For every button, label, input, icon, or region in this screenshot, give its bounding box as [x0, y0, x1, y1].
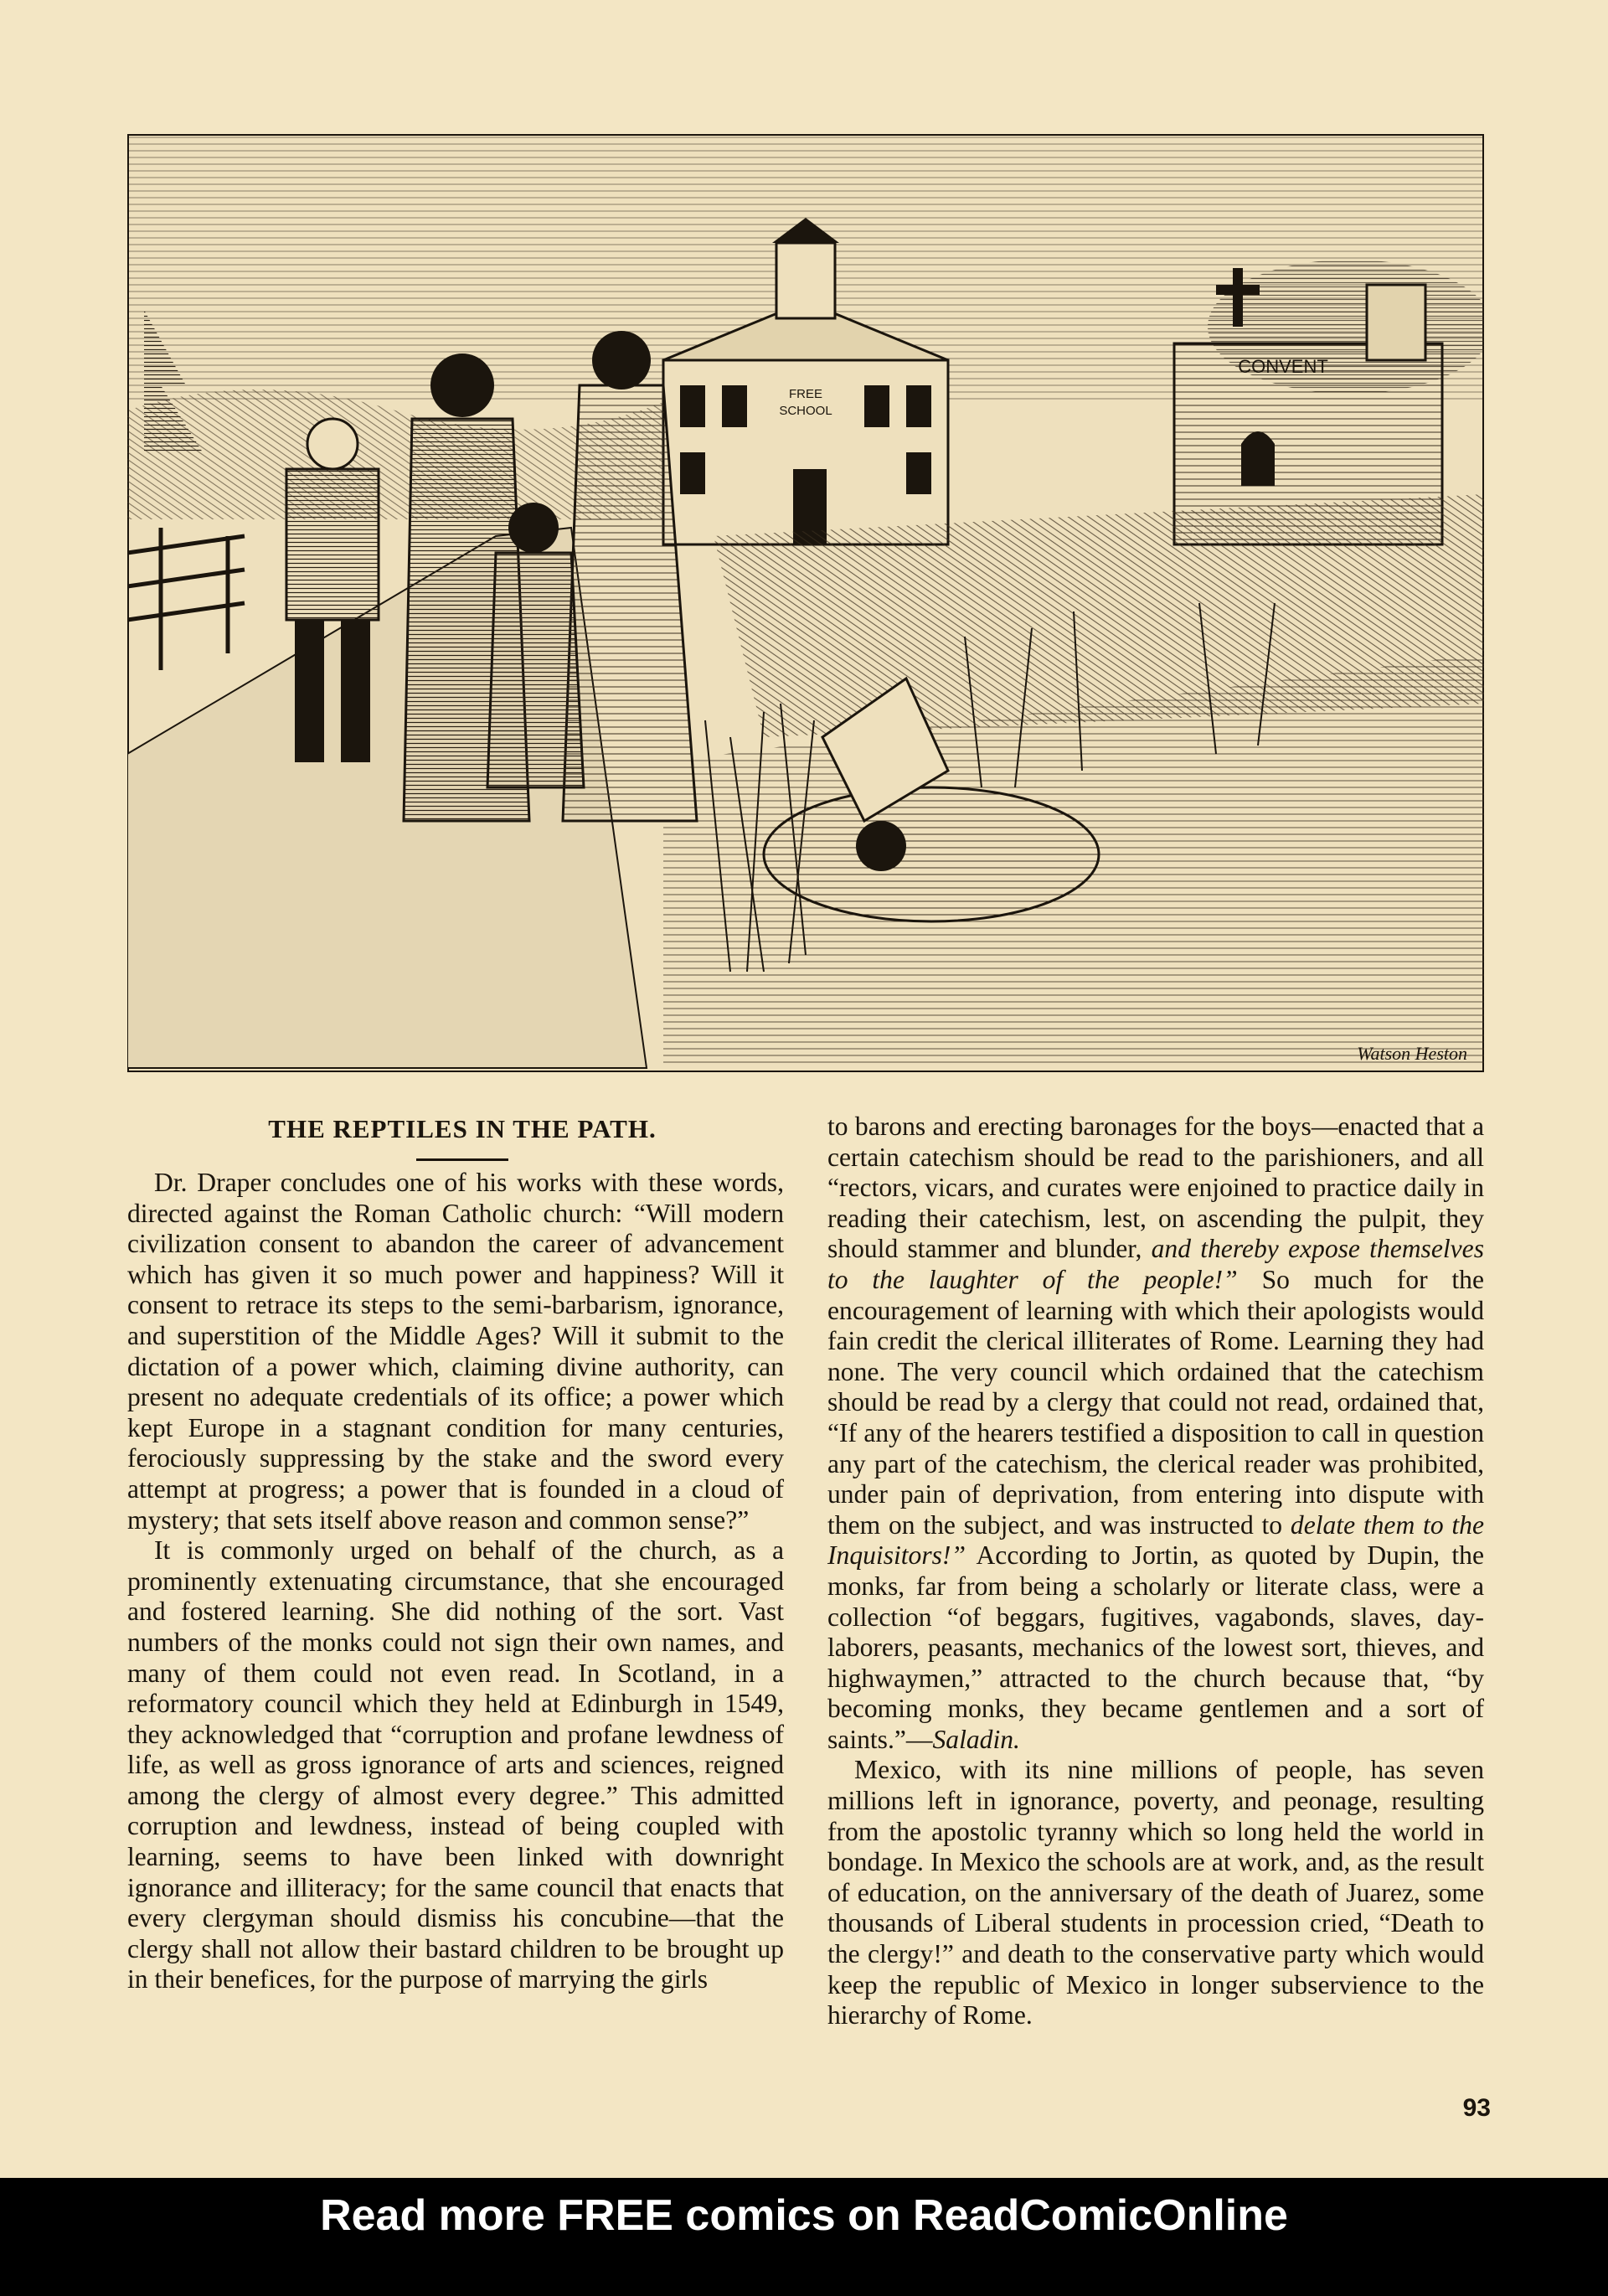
source-attribution: Saladin. [932, 1724, 1020, 1754]
text-segment: So much for the encouragement of learning with which their apologists would fain credit the clerical illiterates of Rome. Learning they had none. The very council which ordained that the catechism should be read by a clergy that could not read, ordained that, “If any of the hearers testified a disposition to call in question any part of the catechism, the clerical reader was prohibited, under pain of deprivation, from entering into dispute with them on the subject, and was instructed to [827, 1264, 1484, 1540]
paragraph-church-learning: It is commonly urged on behalf of the church, as a prominently extenuating circumstance, that she encouraged and fostered learning. She did nothing of the sort. Vast numbers of the monks could not sign their own names, and many of them could not even read. In Scotland, in a reformatory council which they held at Edinburgh in 1549, they acknowledged that “corruption and profane lewdness of life, as well as gross ignorance of arts and sciences, reigned among the clergy of almost every degree.” This admitted corruption and lewdness, instead of being coupled with learning, seems to have been linked with downright ignorance and illiteracy; for the same council that enacts that every clergyman should dismiss his concubine—that the clergy shall not allow their bastard children to be brought up in their benefices, for the purpose of marrying the girls [127, 1535, 784, 1994]
paragraph-mexico: Mexico, with its nine millions of people, has seven millions left in ignorance, poverty, and peonage, resulting from the apostolic tyranny which so long held the world in bondage. In Mexico the schools are at work, and, as the result of education, on the anniversary of the death of Juarez, some thousands of Liberal students in procession cried, “Death to the clergy!” and death to the conservative party which would keep the republic of Mexico in longer subservience to the hierarchy of Rome. [827, 1755, 1484, 2030]
convent-sign: CONVENT [1238, 356, 1328, 377]
italic-segment: delate them to the Inquisitors!” [827, 1509, 1484, 1571]
engraving-illustration [127, 134, 1484, 1072]
title-divider [416, 1158, 508, 1161]
article-right-column [827, 1112, 1484, 2031]
text-segment: According to Jortin, as quoted by Dupin, the monks, far from being a scholarly or literate class, were a collection “of beggars, fugitives, vagabonds, slaves, day-laborers, peasants, mechanics of the lowest sort, thieves, and highwaymen,” attracted to the church because that, “by becoming monks, they became gentlemen and a sort of saints.”— [827, 1540, 1484, 1754]
article-title: THE REPTILES IN THE PATH. [268, 1114, 657, 1143]
article-left-column [127, 1168, 784, 1995]
paragraph-draper-quote: Dr. Draper concludes one of his works with these words, directed against the Roman Catholic church: “Will modern civilization consent to abandon the career of advancement which has given it so much power and happiness? Will it consent to retrace its steps to the semi-barbarism, ignorance, and superstition of the Middle Ages? Will it submit to the dictation of a power which, claiming divine authority, can present no adequate credentials of its office; a power which kept Europe in a stagnant condition for many centuries, ferociously suppressing by the stake and the sword every attempt at progress; a power that is founded in a cloud of mystery; that sets itself above reason and common sense?” [127, 1168, 784, 1535]
footer-banner-text[interactable]: Read more FREE comics on ReadComicOnline [320, 2191, 1288, 2240]
artist-signature: Watson Heston [1357, 1043, 1467, 1064]
school-sign-line2: SCHOOL [779, 404, 832, 418]
italic-segment: and thereby expose themselves to the laughter of the people!” [827, 1234, 1484, 1294]
paragraph-catechism [827, 1112, 1484, 1755]
page-number: 93 [1462, 2094, 1491, 2122]
text-segment: to barons and erecting baronages for the boys—enacted that a certain catechism should be read to the parishioners, and all “rectors, vicars, and curates were enjoined to practice daily in reading their catechism, lest, on ascending the pulpit, they should stammer and blunder, [827, 1112, 1484, 1264]
school-sign-line1: FREE [788, 387, 823, 401]
